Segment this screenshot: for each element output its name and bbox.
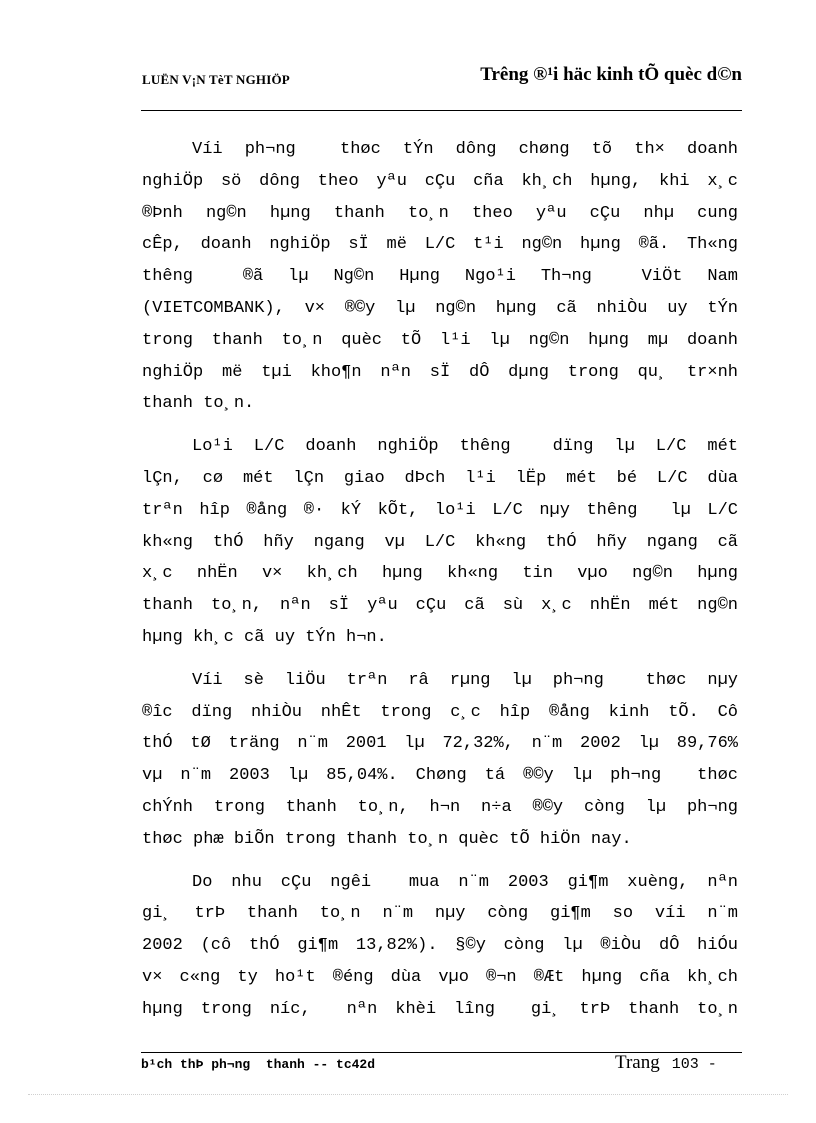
text-line: cÊp, doanh nghiÖp sÏ më L/C t¹i ng©n hµng ®ã. Th«ng <box>142 235 738 255</box>
paragraph <box>142 867 738 1026</box>
text-line: thêng ®ã lµ Ng©n Hµng Ngo¹i Th¬ng ViÖt Nam <box>142 267 738 287</box>
header-university-name: Trêng ®¹i häc kinh tÕ quèc d©n <box>480 64 742 85</box>
text-line: ®îc dïng nhiÒu nhÊt trong c¸c hîp ®ång kinh tÕ. Cô <box>142 702 738 722</box>
header-thesis-label: LUËN V¡N TèT NGHIÖP <box>142 72 290 87</box>
text-line: Do nhu cÇu ngêi mua n¨m 2003 gi¶m xuèng, nªn <box>192 872 738 892</box>
paragraph <box>142 431 738 654</box>
footer-page-info <box>615 1052 717 1074</box>
header-divider <box>141 110 742 111</box>
text-line: Lo¹i L/C doanh nghiÖp thêng dïng lµ L/C mét <box>192 437 738 457</box>
text-line: thanh to¸n, nªn sÏ yªu cÇu cã sù x¸c nhËn mét ng©n <box>142 596 738 616</box>
paragraph <box>142 665 738 856</box>
text-line: Víi ph¬ng thøc tÝn dông chøng tõ th× doanh <box>192 140 738 159</box>
text-line: nghiÖp më tµi kho¶n nªn sÏ dÔ dµng trong qu¸ tr×nh <box>142 362 738 382</box>
footer-author: b¹ch thÞ ph¬ng thanh -- tc42d <box>141 1057 376 1072</box>
text-line: lÇn, cø mét lÇn giao dÞch l¹i lËp mét bé L/C dùa <box>142 468 738 488</box>
paragraph <box>142 134 738 420</box>
text-line: 2002 (cô thÓ gi¶m 13,82%). §©y còng lµ ®iÒu dÔ hiÓu <box>142 936 738 956</box>
page-edge <box>28 1094 788 1095</box>
text-line: x¸c nhËn v× kh¸ch hµng kh«ng tin vµo ng©n hµng <box>142 564 738 584</box>
text-line: v× c«ng ty ho¹t ®éng dùa vµo ®¬n ®Æt hµng cña kh¸ch <box>142 967 738 987</box>
footer-page-label: Trang <box>615 1052 660 1073</box>
text-line: thÓ tØ träng n¨m 2001 lµ 72,32%, n¨m 2002 lµ 89,76% <box>142 734 738 754</box>
text-line: thøc phæ biÕn trong thanh to¸n quèc tÕ hiÖn nay. <box>142 829 632 849</box>
text-line: vµ n¨m 2003 lµ 85,04%. Chøng tá ®©y lµ ph¬ng thøc <box>142 766 738 786</box>
text-line: (VIETCOMBANK), v× ®©y lµ ng©n hµng cã nhiÒu uy tÝn <box>142 298 738 318</box>
text-line: trong thanh to¸n quèc tÕ l¹i lµ ng©n hµng mµ doanh <box>142 330 738 350</box>
text-line: thanh to¸n. <box>142 394 255 414</box>
footer-page-number: 103 - <box>671 1056 717 1073</box>
text-line: ®Þnh ng©n hµng thanh to¸n theo yªu cÇu nhµ cung <box>142 203 738 223</box>
text-line: kh«ng thÓ hñy ngang vµ L/C kh«ng thÓ hñy ngang cã <box>142 532 738 552</box>
text-line: gi¸ trÞ thanh to¸n n¨m nµy còng gi¶m so víi n¨m <box>142 904 738 924</box>
body-text <box>142 134 738 1037</box>
text-line: trªn hîp ®ång ®· kÝ kÕt, lo¹i L/C nµy thêng lµ L/C <box>142 500 738 520</box>
text-line: chÝnh trong thanh to¸n, h¬n n÷a ®©y còng lµ ph¬ng <box>142 797 738 817</box>
text-line: nghiÖp sö dông theo yªu cÇu cña kh¸ch hµng, khi x¸c <box>142 171 738 191</box>
text-line: Víi sè liÖu trªn râ rµng lµ ph¬ng thøc nµy <box>192 670 738 690</box>
text-line: hµng kh¸c cã uy tÝn h¬n. <box>142 627 387 647</box>
text-line: hµng trong níc, nªn khèi lîng gi¸ trÞ thanh to¸n <box>142 999 738 1019</box>
